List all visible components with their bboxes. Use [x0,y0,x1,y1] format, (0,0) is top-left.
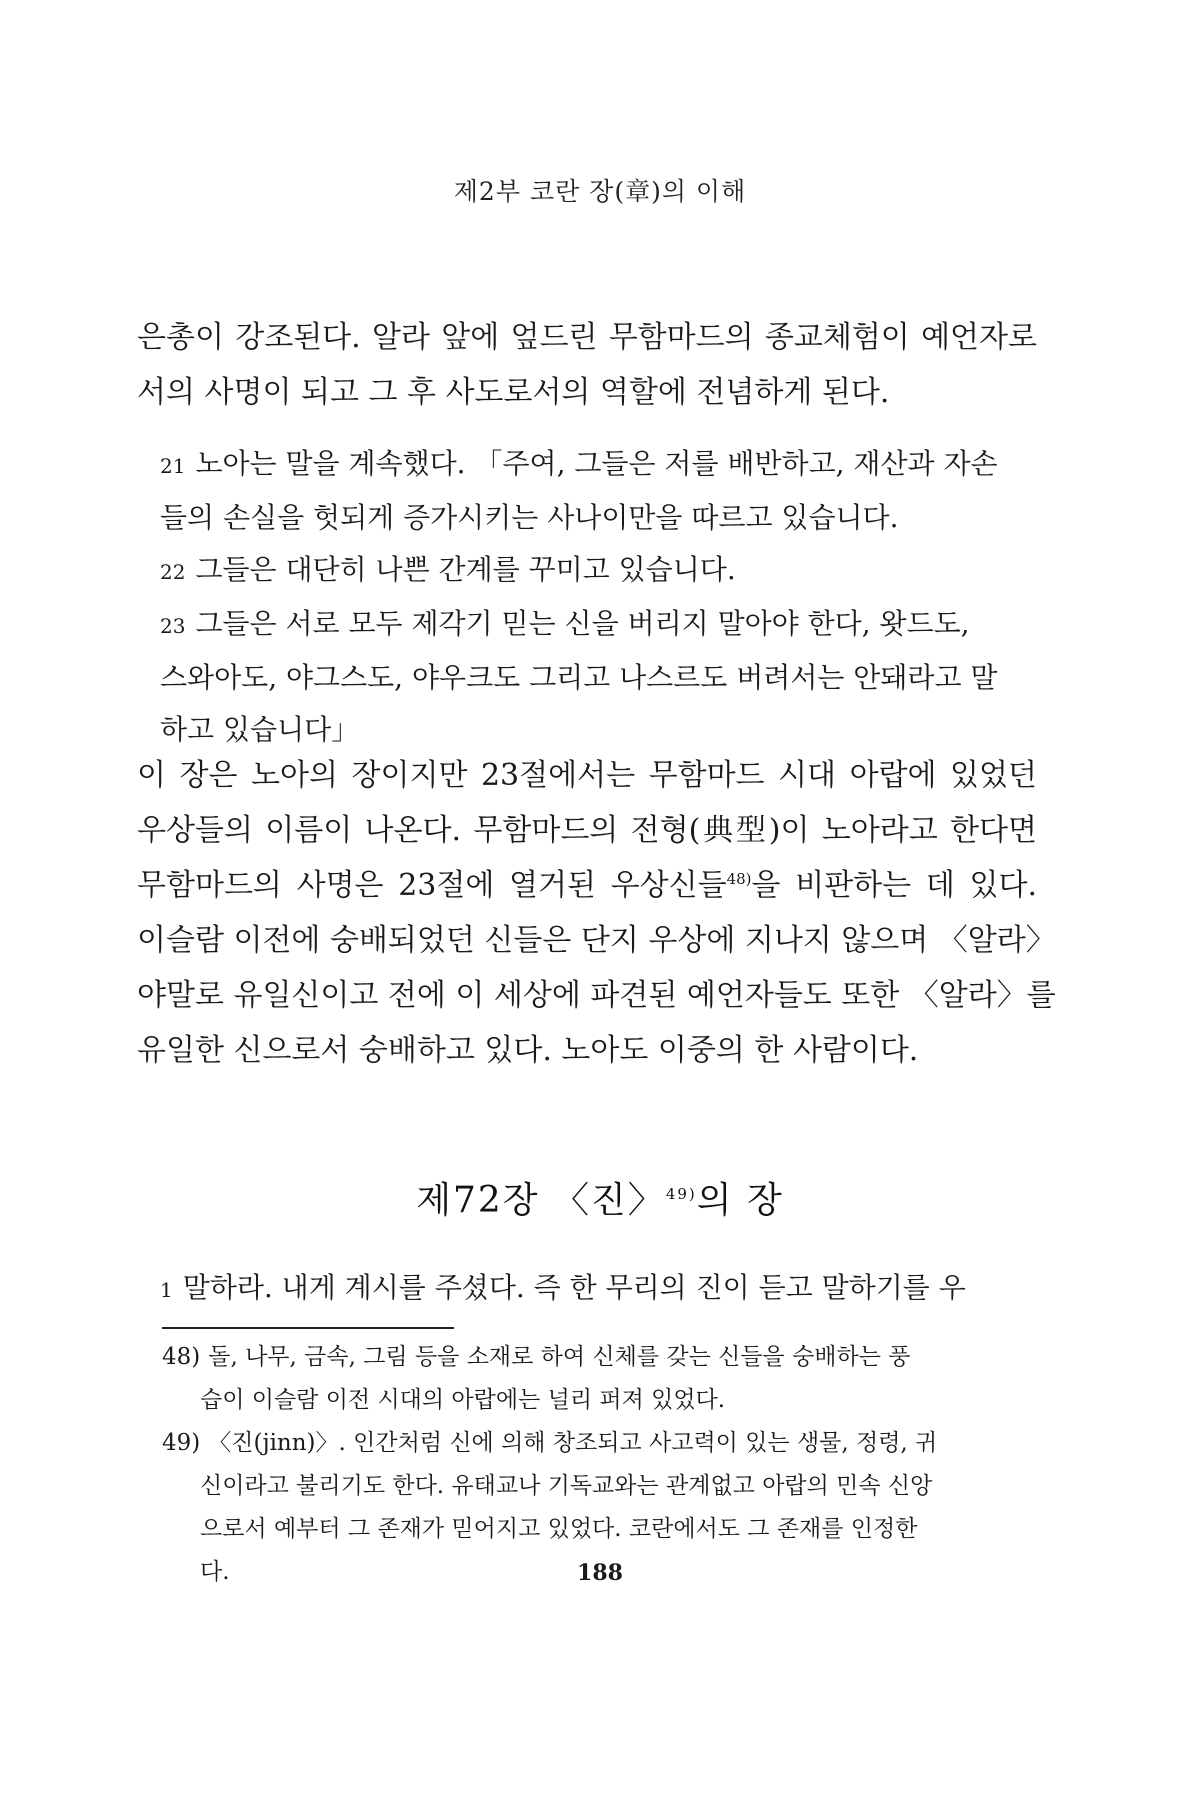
verse-number: 1 [160,1278,173,1302]
verse-number: 23 [160,614,186,638]
intro-paragraph [137,310,1037,420]
verse-22 [160,544,1040,598]
chapter-heading-text: 의 장 [696,1180,784,1221]
verse-text: 노아는 말을 계속했다. 「주여, 그들은 저를 배반하고, 재산과 자손 [195,447,998,480]
verse-number: 21 [160,454,186,478]
text-segment: 무함마드의 사명은 23절에 열거된 우상신들 [137,868,727,903]
footnote-49-continued: 으로서 예부터 그 존재가 믿어지고 있었다. 코란에서도 그 존재를 인정한 [200,1516,918,1542]
paragraph-line: 우상들의 이름이 나온다. 무함마드의 전형(典型)이 노아라고 한다면 [137,813,1037,848]
paragraph-line: 서의 사명이 되고 그 후 사도로서의 역할에 전념하게 된다. [137,375,890,410]
paragraph-line: 이 장은 노아의 장이지만 23절에서는 무함마드 시대 아랍에 있었던 [137,758,1037,793]
paragraph-line [137,858,1037,913]
paragraph-line: 유일한 신으로서 숭배하고 있다. 노아도 이중의 한 사람이다. [137,1033,919,1068]
verse-1 [160,1262,1040,1316]
footnote-divider [162,1327,454,1329]
footnote-text: 돌, 나무, 금속, 그림 등을 소재로 하여 신체를 갖는 신들을 숭배하는 풍 [208,1344,911,1370]
verse-number: 22 [160,560,186,584]
chapter-heading-text: 제72장 〈진〉 [416,1180,666,1221]
commentary-paragraph [137,748,1056,1078]
verse-text: 그들은 서로 모두 제각기 믿는 신을 버리지 말아야 한다, 왓드도, [195,607,970,640]
footnote-48 [162,1336,1040,1379]
chapter-heading [0,1172,1200,1223]
text-segment: 을 비판하는 데 있다. [751,868,1037,903]
verse-21-continued: 들의 손실을 헛되게 증가시키는 사나이만을 따르고 있습니다. [160,501,899,534]
verse-23-continued: 하고 있습니다」 [160,713,360,746]
verses-block [160,438,1040,756]
footnote-ref-48[interactable]: 48) [726,870,752,888]
footnotes [162,1336,1040,1594]
verse-23-continued: 스와아도, 야그스도, 야우크도 그리고 나스르도 버려서는 안돼라고 말 [160,661,998,694]
paragraph-line: 야말로 유일신이고 전에 이 세상에 파견된 예언자들도 또한 〈알라〉를 [137,978,1056,1013]
paragraph-line: 이슬람 이전에 숭배되었던 신들은 단지 우상에 지나지 않으며 〈알라〉 [137,923,1056,958]
verse-text: 그들은 대단히 나쁜 간계를 꾸미고 있습니다. [195,553,736,586]
footnote-text: 〈진(jinn)〉. 인간처럼 신에 의해 창조되고 사고력이 있는 생물, 정령, 귀 [208,1430,938,1456]
footnote-49-continued: 다. [200,1559,230,1585]
footnote-48-continued: 습이 이슬람 이전 시대의 아랍에는 널리 퍼져 있었다. [200,1387,726,1413]
footnote-number: 48) [162,1344,201,1370]
verse-text: 말하라. 내게 계시를 주셨다. 즉 한 무리의 진이 듣고 말하기를 우 [182,1271,966,1304]
running-head: 제2부 코란 장(章)의 이해 [453,177,747,206]
verse-21 [160,438,1040,492]
footnote-number: 49) [162,1430,201,1456]
paragraph-line: 은총이 강조된다. 알라 앞에 엎드린 무함마드의 종교체험이 예언자로 [137,320,1037,355]
footnote-49 [162,1422,1040,1465]
footnote-ref-49[interactable]: 49) [665,1185,697,1203]
footnote-49-continued: 신이라고 불리기도 한다. 유태교나 기독교와는 관계없고 아랍의 민속 신앙 [200,1473,933,1499]
verse-23 [160,598,1040,652]
page-number: 188 [577,1560,623,1586]
